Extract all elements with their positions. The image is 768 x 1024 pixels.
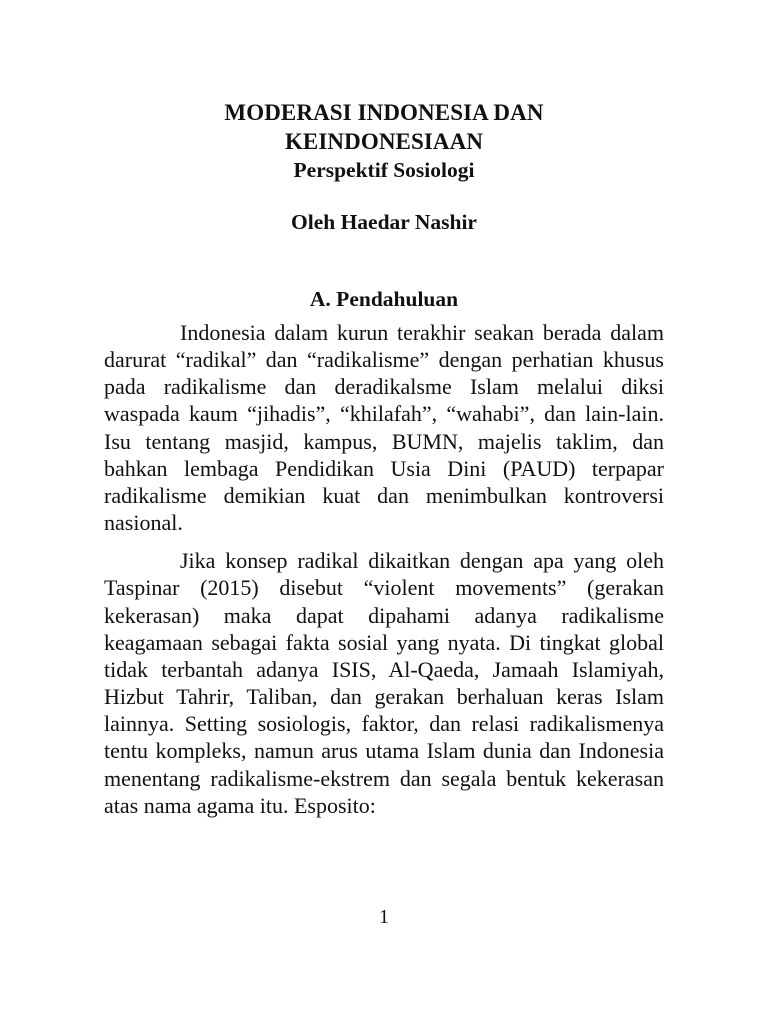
- paragraph-1: Indonesia dalam kurun terakhir seakan berada dalam darurat “radikal” dan “radikalisme” dengan perhatian khusus pada radikalisme dan deradikalsme Islam melalui diksi waspada kaum “jihadis”, “khilafah”, “wahabi”, dan lain-lain. Isu tentang masjid, kampus, BUMN, majelis taklim, dan bahkan lembaga Pendidikan Usia Dini (PAUD) terpapar radikalisme demikian kuat dan menimbulkan kontroversi nasional.: [104, 320, 664, 536]
- document-subtitle: Perspektif Sosiologi: [293, 158, 475, 182]
- author-byline: Oleh Haedar Nashir: [291, 210, 477, 234]
- section-heading: A. Pendahuluan: [309, 287, 459, 311]
- body-text: [104, 319, 664, 819]
- page-number: 1: [379, 906, 389, 928]
- document-title-line-1: MODERASI INDONESIA DAN: [224, 100, 544, 125]
- title-block: [104, 98, 664, 185]
- paragraph-2: Jika konsep radikal dikaitkan dengan apa yang oleh Taspinar (2015) disebut “violent movements” (gerakan kekerasan) maka dapat dipahami adanya radikalisme keagamaan sebagai fakta sosial yang nyata. Di tingkat global tidak terbantah adanya ISIS, Al-Qaeda, Jamaah Islamiyah, Hizbut Tahrir, Taliban, dan gerakan berhaluan keras Islam lainnya. Setting sosiologis, faktor, dan relasi radikalismenya tentu kompleks, namun arus utama Islam dunia dan Indonesia menentang radikalisme-ekstrem dan segala bentuk kekerasan atas nama agama itu. Esposito:: [104, 548, 664, 818]
- document-title-line-2: KEINDONESIAAN: [284, 129, 484, 154]
